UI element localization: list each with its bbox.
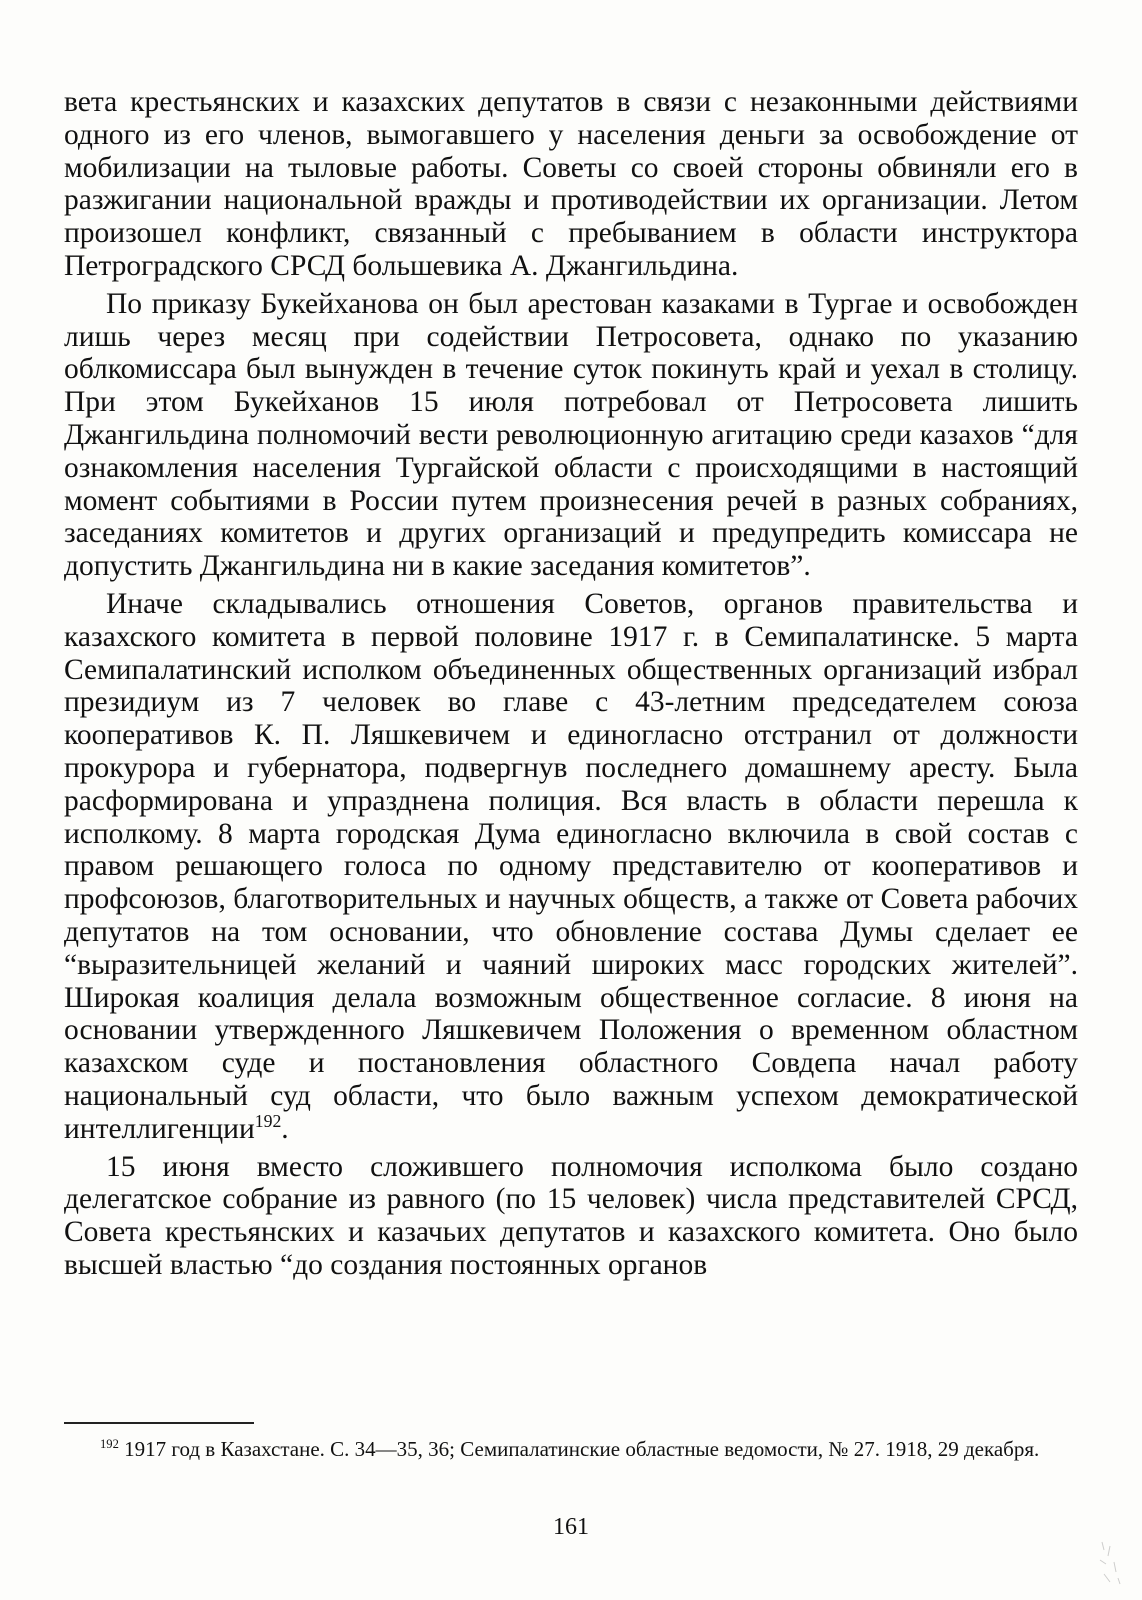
paragraph-4 — [64, 1151, 1078, 1282]
paragraph-4-text: 15 июня вместо сложившего полномочия исполкома было создано делегатское собрание из равного (по 15 человек) числа представителей СРСД, Совета крестьянских и казачьих депутатов и казахского комитета. Оно было высшей властью “до создания постоянных органов — [64, 1150, 1078, 1281]
paragraph-2-text: По приказу Букейханова он был арестован казаками в Тургае и освобожден лишь через месяц при содействии Петросовета, однако по указанию облкомиссара был вынужден в течение суток покинуть край и уехал в столицу. При этом Букейханов 15 июля потребовал от Петросовета лишить Джангильдина полномочий вести революционную агитацию среди казахов “для ознакомления населения Тургайской области с происходящими в настоящий момент событиями в России путем произнесения речей в разных собраниях, заседаниях комитетов и других организаций и предупредить комиссара не допустить Джангильдина ни в какие заседания комитетов”. — [64, 287, 1078, 583]
main-text — [64, 86, 1078, 1282]
paragraph-3 — [64, 588, 1078, 1146]
footnote — [64, 1436, 1078, 1462]
paragraph-3-text: Иначе складывались отношения Советов, органов правительства и казахского комитета в первой половине 1917 г. в Семипалатинске. 5 марта Семипалатинский исполком объединенных общественных организаций избрал президиум из 7 человек во главе с 43-летним председателем союза кооперативов К. П. Ляшкевичем и единогласно отстранил от должности прокурора и губернатора, подвергнув последнего домашнему аресту. Была расформирована и упразднена полиция. Вся власть в области перешла к исполкому. 8 марта городская Дума единогласно включила в свой состав с правом решающего голоса по одному представителю от кооперативов и профсоюзов, благотворительных и научных обществ, а также от Совета рабочих депутатов на том основании, что обновление состава Думы сделает ее “выразительницей желаний и чаяний широких масс городских жителей”. Широкая коалиция делала возможным общественное согласие. 8 июня на основании утвержденного Ляшкевичем Положения о временном областном казахском суде и постановления областного Совдепа начал работу национальный суд области, что было важным успехом демократической интеллигенции — [64, 587, 1078, 1145]
paragraph-1 — [64, 86, 1078, 283]
paragraph-3-tail: . — [281, 1112, 289, 1145]
paragraph-1-text: вета крестьянских и казахских депутатов в связи с незаконными действиями одного из его членов, вымогавшего у населения деньги за освобождение от мобилизации на тыловые работы. Советы со своей стороны обвиняли его в разжигании национальной вражды и противодействии их организации. Летом произошел конфликт, связанный с пребыванием в области инструктора Петроградского СРСД большевика А. Джангильдина. — [64, 86, 1078, 282]
footnote-text: 1917 год в Казахстане. С. 34—35, 36; Семипалатинские областные ведомости, № 27. 1918, 29 декабря. — [118, 1437, 1040, 1461]
scan-artifact — [1096, 1538, 1124, 1588]
footnote-divider — [64, 1422, 254, 1424]
footnote-number: 192 — [100, 1437, 119, 1451]
paragraph-2 — [64, 288, 1078, 583]
footnote-reference: 192 — [254, 1110, 282, 1131]
page-number: 161 — [553, 1514, 589, 1540]
